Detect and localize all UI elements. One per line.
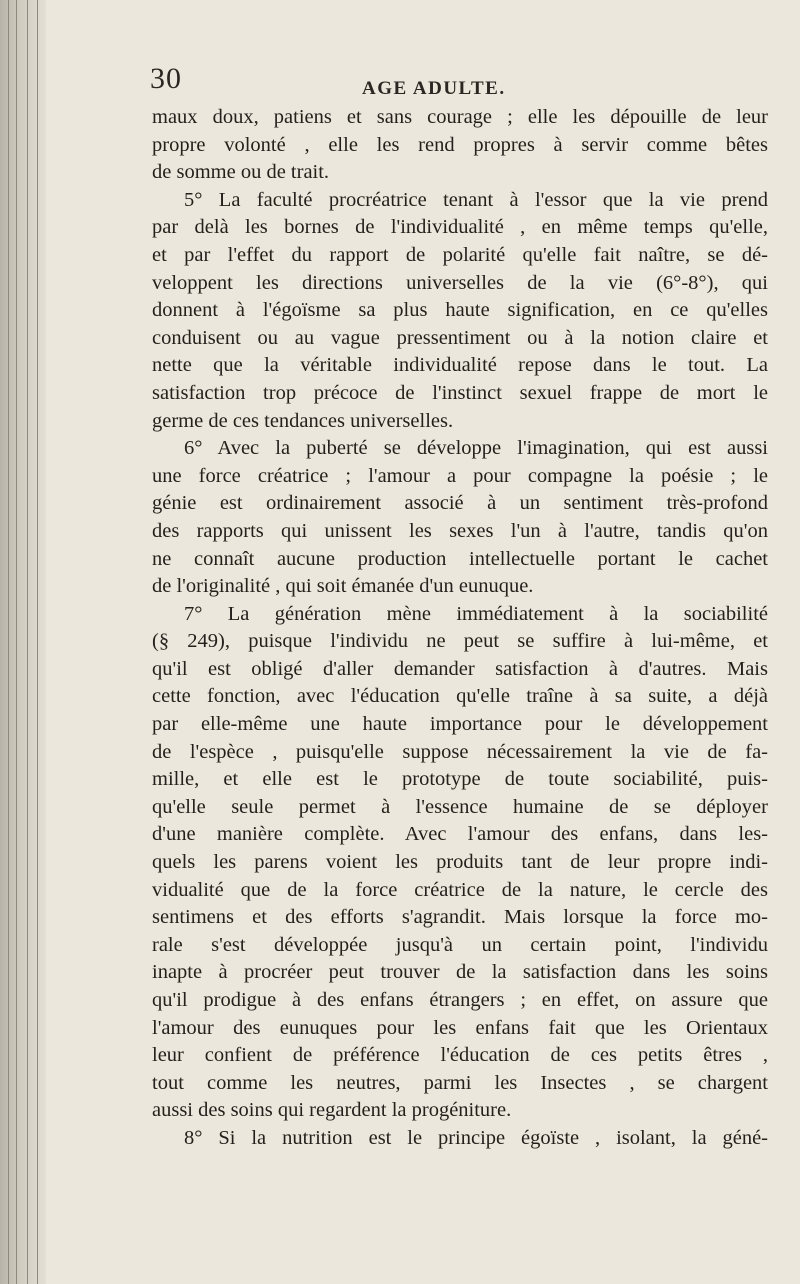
- paragraph-line: ne connaît aucune production intellectuelle portant le cachet: [152, 547, 768, 570]
- paragraph-first-line: 8° Si la nutrition est le principe égoïste , isolant, la géné-: [184, 1126, 768, 1149]
- paragraph-line: quels les parens voient les produits tant de leur propre indi-: [152, 851, 768, 874]
- paragraph-line: de l'espèce , puisqu'elle suppose nécessairement la vie de fa-: [152, 740, 768, 763]
- gutter-line: [37, 0, 38, 1284]
- paragraph-line: par delà les bornes de l'individualité , en même temps qu'elle,: [152, 216, 768, 239]
- paragraph-line: une force créatrice ; l'amour a pour compagne la poésie ; le: [152, 464, 768, 487]
- paragraph-line: par elle-même une haute importance pour le développement: [152, 713, 768, 736]
- paragraph-line: génie est ordinairement associé à un sentiment très-profond: [152, 492, 768, 515]
- paragraph-line: aussi des soins qui regardent la progéniture.: [152, 1099, 512, 1122]
- body-text: [152, 104, 768, 1153]
- paragraph-line: conduisent ou au vague pressentiment ou à la notion claire et: [152, 326, 768, 349]
- paragraph-line: vidualité que de la force créatrice de la nature, le cercle des: [152, 878, 768, 901]
- gutter-line: [27, 0, 28, 1284]
- gutter-line: [8, 0, 9, 1284]
- paragraph-line: tout comme les neutres, parmi les Insectes , se chargent: [152, 1071, 768, 1094]
- paragraph-first-line: 7° La génération mène immédiatement à la sociabilité: [184, 602, 768, 625]
- paragraph-line: rale s'est développée jusqu'à un certain point, l'individu: [152, 933, 768, 956]
- paragraph-line: donnent à l'égoïsme sa plus haute signification, en ce qu'elles: [152, 299, 768, 322]
- paragraph-line: des rapports qui unissent les sexes l'un à l'autre, tandis qu'on: [152, 519, 768, 542]
- paragraph-line: mille, et elle est le prototype de toute sociabilité, puis-: [152, 768, 768, 791]
- paragraph-line: et par l'effet du rapport de polarité qu'elle fait naître, se dé-: [152, 243, 768, 266]
- paragraph-line: qu'elle seule permet à l'essence humaine de se déployer: [152, 795, 768, 818]
- gutter-line: [16, 0, 17, 1284]
- page-number: 30: [150, 62, 182, 95]
- paragraph-line: inapte à procréer peut trouver de la satisfaction dans les soins: [152, 961, 768, 984]
- paragraph-first-line: maux doux, patiens et sans courage ; elle les dépouille de leur: [152, 106, 768, 128]
- paragraph-line: de somme ou de trait.: [152, 161, 330, 184]
- paragraph-line: de l'originalité , qui soit émanée d'un eunuque.: [152, 575, 534, 598]
- paragraph-first-line: 6° Avec la puberté se développe l'imagination, qui est aussi: [184, 437, 768, 460]
- paragraph-line: sentimens et des efforts s'agrandit. Mais lorsque la force mo-: [152, 906, 768, 929]
- paragraph-line: cette fonction, avec l'éducation qu'elle traîne à sa suite, a déjà: [152, 685, 768, 708]
- paragraph-line: germe de ces tendances universelles.: [152, 409, 454, 432]
- paragraph-first-line: 5° La faculté procréatrice tenant à l'essor que la vie prend: [184, 188, 768, 211]
- paragraph-line: l'amour des eunuques pour les enfans fait que les Orientaux: [152, 1016, 768, 1039]
- paragraph-line: propre volonté , elle les rend propres à servir comme bêtes: [152, 133, 768, 156]
- paragraph-line: qu'il prodigue à des enfans étrangers ; en effet, on assure que: [152, 989, 768, 1011]
- paragraph-line: satisfaction trop précoce de l'instinct sexuel frappe de mort le: [152, 381, 768, 404]
- paragraph-line: veloppent les directions universelles de la vie (6°-8°), qui: [152, 271, 768, 294]
- paragraph-line: d'une manière complète. Avec l'amour des enfans, dans les-: [152, 823, 768, 846]
- paragraph-line: leur confient de préférence l'éducation de ces petits êtres ,: [152, 1044, 768, 1067]
- running-title: AGE ADULTE.: [362, 78, 506, 99]
- paragraph-line: nette que la véritable individualité repose dans le tout. La: [152, 354, 768, 377]
- paragraph-line: qu'il est obligé d'aller demander satisfaction à d'autres. Mais: [152, 657, 768, 680]
- book-gutter: [0, 0, 46, 1284]
- paragraph-line: (§ 249), puisque l'individu ne peut se suffire à lui-même, et: [152, 630, 768, 653]
